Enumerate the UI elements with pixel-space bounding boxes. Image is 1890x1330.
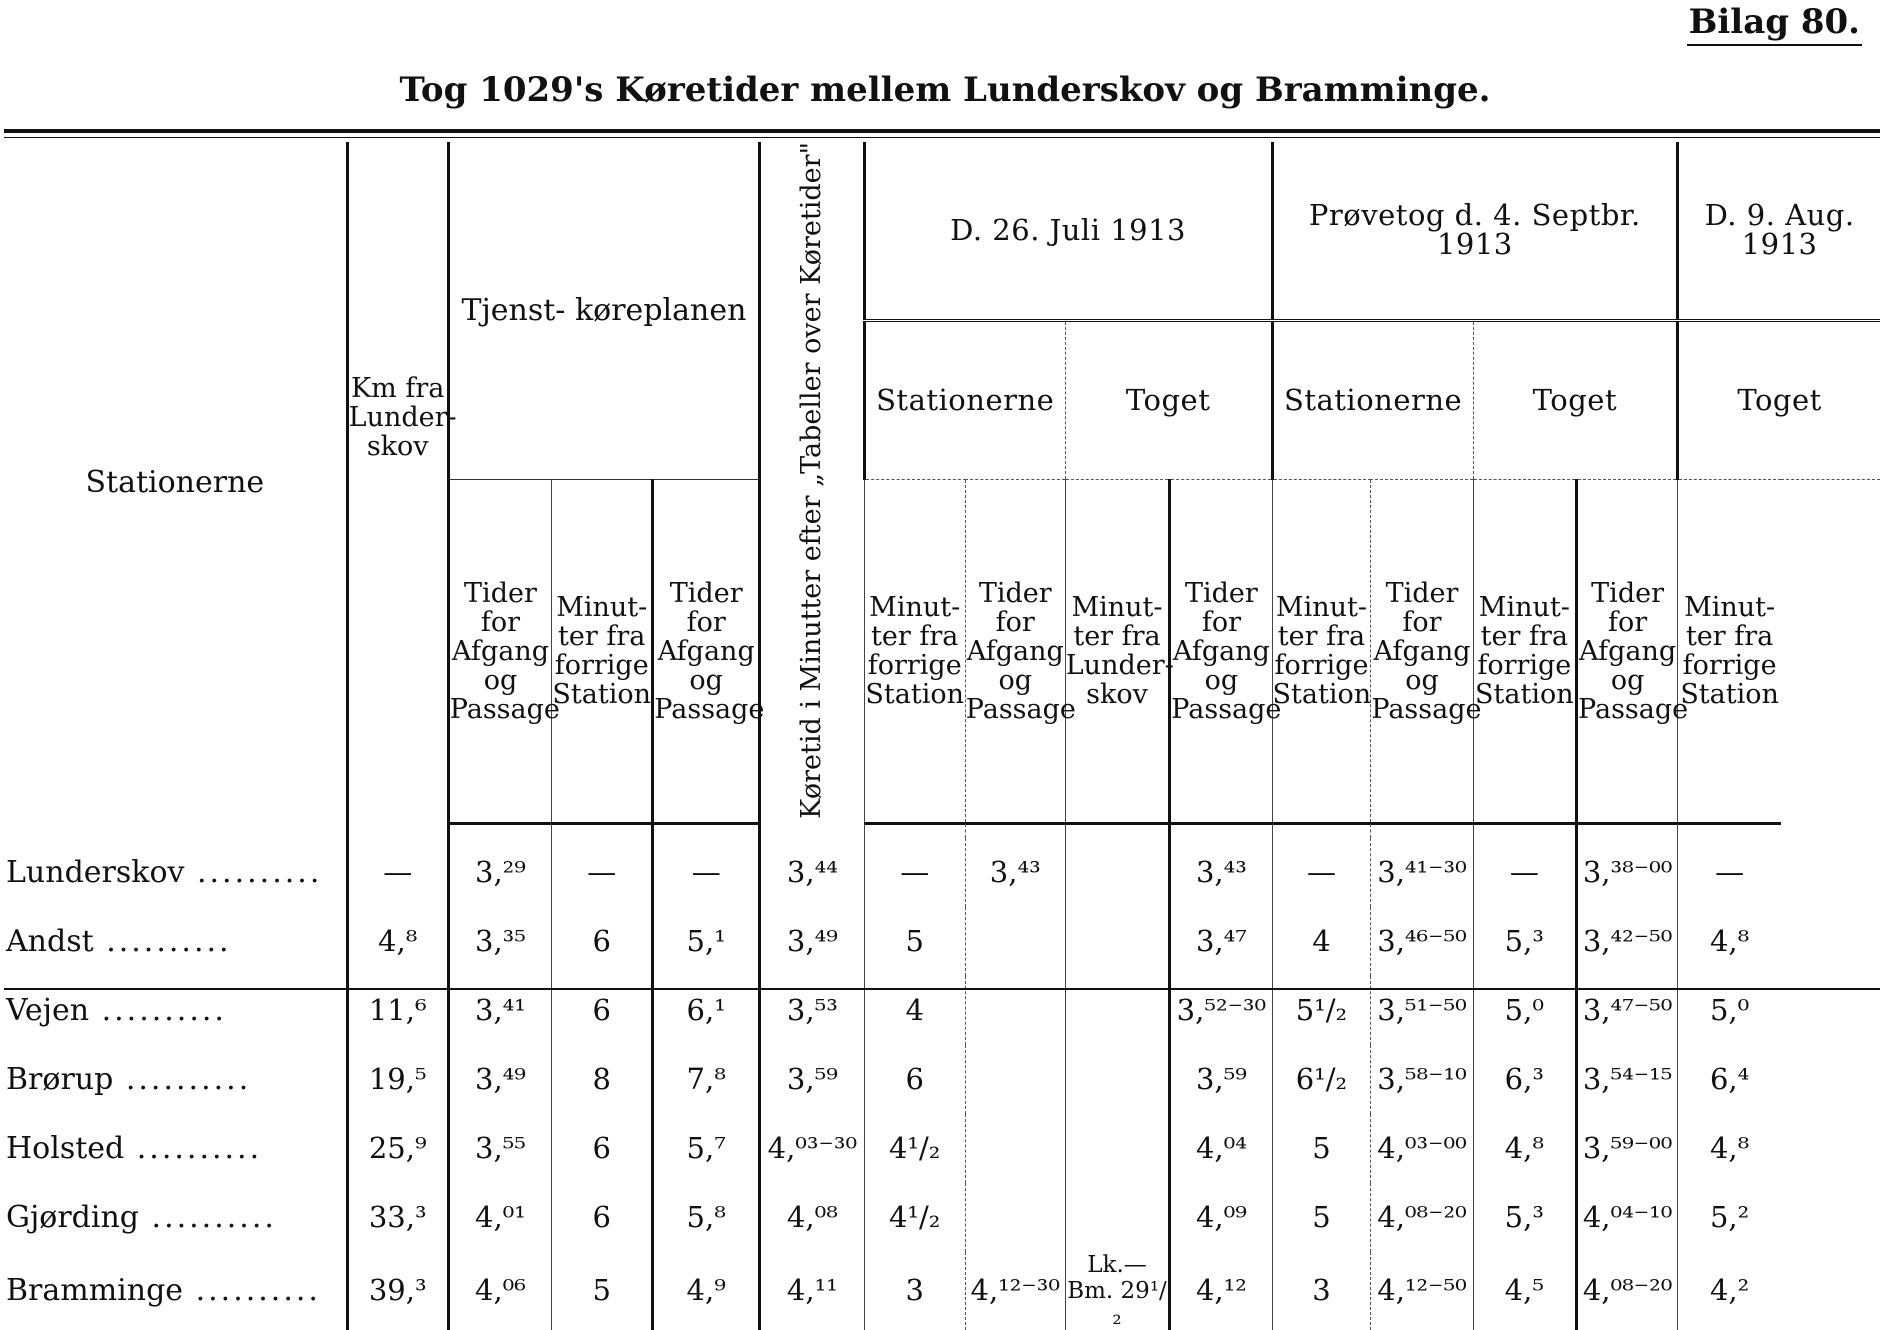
cell-s1-t: 4,⁰³⁻³⁰ xyxy=(760,1114,865,1183)
table-row xyxy=(4,1114,1880,1183)
subgroup-toget-1: Toget xyxy=(1065,320,1272,479)
cell-s2-m: 5 xyxy=(1272,1114,1371,1183)
table-row xyxy=(4,838,1880,907)
cell-t3-t: 3,⁵⁴⁻¹⁵ xyxy=(1577,1045,1678,1114)
subgroup-toget-3: Toget xyxy=(1678,320,1880,479)
cell-s2-m: 6¹/₂ xyxy=(1272,1045,1371,1114)
cell-km: 25,⁹ xyxy=(347,1114,448,1183)
page-title: Tog 1029's Køretider mellem Lunderskov og Bramminge. xyxy=(399,70,1491,110)
cell-tj-t: 3,⁵⁵ xyxy=(448,1114,551,1183)
top-rule-thick xyxy=(4,129,1880,133)
cell-t1-t: 3,⁴³ xyxy=(965,838,1065,907)
cell-t3-m: 4,⁸ xyxy=(1678,1114,1781,1183)
subgroup-stations-1: Stationerne xyxy=(864,320,1065,479)
cell-kt: 5,⁷ xyxy=(653,1114,760,1183)
cell-s1-m: 4¹/₂ xyxy=(864,1183,965,1252)
table-row xyxy=(4,1183,1880,1252)
cell-s1-t: 3,⁴⁴ xyxy=(760,838,865,907)
cell-tj-t: 4,⁰¹ xyxy=(448,1183,551,1252)
cell-s2-t: 3,⁵²⁻³⁰ xyxy=(1170,976,1272,1045)
cell-t1-t xyxy=(965,976,1065,1045)
cell-s2-t: 3,⁵⁹ xyxy=(1170,1045,1272,1114)
cell-s1-m: 4 xyxy=(864,976,965,1045)
col-s1-tider: Tider for Afgang og Passage xyxy=(653,479,760,823)
table-row xyxy=(4,907,1880,976)
cell-t3-t: 3,³⁸⁻⁰⁰ xyxy=(1577,838,1678,907)
group-header-proevetog: Prøvetog d. 4. Septbr. 1913 xyxy=(1272,142,1678,320)
col-t3-tider: Tider for Afgang og Passage xyxy=(1577,479,1678,823)
cell-s1-m: 4¹/₂ xyxy=(864,1114,965,1183)
cell-t3-m: — xyxy=(1678,838,1781,907)
cell-s1-t: 3,⁵⁹ xyxy=(760,1045,865,1114)
cell-t1-t xyxy=(965,1045,1065,1114)
cell-t3-m: 4,⁸ xyxy=(1678,907,1781,976)
table-row xyxy=(4,1045,1880,1114)
cell-tj-m: 6 xyxy=(552,1114,653,1183)
timetable xyxy=(4,142,1880,1330)
cell-tj-m: 5 xyxy=(552,1252,653,1330)
cell-tj-m: 6 xyxy=(552,1183,653,1252)
cell-t1-m xyxy=(1065,1183,1170,1252)
cell-s1-t: 4,¹¹ xyxy=(760,1252,865,1330)
cell-t3-t: 3,⁴²⁻⁵⁰ xyxy=(1577,907,1678,976)
station-name: Brørup .......... xyxy=(6,1061,252,1097)
cell-t1-t xyxy=(965,1183,1065,1252)
cell-t1-m xyxy=(1065,907,1170,976)
station-name: Holsted .......... xyxy=(6,1130,263,1166)
appendix-label: Bilag 80. xyxy=(1687,0,1862,46)
cell-t1-m xyxy=(1065,976,1170,1045)
cell-t3-t: 4,⁰⁴⁻¹⁰ xyxy=(1577,1183,1678,1252)
col-s1-min: Minut- ter fra forrige Station xyxy=(864,479,965,823)
cell-tj-t: 3,⁴¹ xyxy=(448,976,551,1045)
cell-s2-t: 3,⁴⁷ xyxy=(1170,907,1272,976)
cell-tj-m: — xyxy=(552,838,653,907)
col-header-stations: Stationerne xyxy=(85,465,265,501)
cell-t2-t: 3,⁵¹⁻⁵⁰ xyxy=(1371,976,1473,1045)
col-t2-tider: Tider for Afgang og Passage xyxy=(1371,479,1473,823)
col-t2-min: Minut- ter fra forrige Station xyxy=(1473,479,1576,823)
col-t1-min: Minut- ter fra Lunder- skov xyxy=(1065,479,1170,823)
cell-t2-m: 5,³ xyxy=(1473,907,1576,976)
cell-s2-m: 5¹/₂ xyxy=(1272,976,1371,1045)
table-row xyxy=(4,976,1880,1045)
station-name: Bramminge .......... xyxy=(6,1273,321,1309)
cell-s1-m: 3 xyxy=(864,1252,965,1330)
cell-kt: 7,⁸ xyxy=(653,1045,760,1114)
cell-tj-m: 6 xyxy=(552,976,653,1045)
cell-km: 33,³ xyxy=(347,1183,448,1252)
cell-s1-t: 3,⁵³ xyxy=(760,976,865,1045)
cell-s2-t: 4,⁰⁴ xyxy=(1170,1114,1272,1183)
cell-t2-m: 4,⁸ xyxy=(1473,1114,1576,1183)
cell-t2-m: 5,³ xyxy=(1473,1183,1576,1252)
group-header-26-juli: D. 26. Juli 1913 xyxy=(864,142,1272,320)
cell-tj-m: 8 xyxy=(552,1045,653,1114)
cell-km: 4,⁸ xyxy=(347,907,448,976)
cell-t3-m: 5,² xyxy=(1678,1183,1781,1252)
station-name: Vejen .......... xyxy=(6,992,227,1028)
cell-kt: 6,¹ xyxy=(653,976,760,1045)
cell-kt: 4,⁹ xyxy=(653,1252,760,1330)
cell-t2-t: 3,⁴¹⁻³⁰ xyxy=(1371,838,1473,907)
col-header-koeretid: Køretid i Minutter efter „Tabeller over Køretider" xyxy=(760,142,865,824)
cell-kt: 5,¹ xyxy=(653,907,760,976)
cell-t2-t: 3,⁴⁶⁻⁵⁰ xyxy=(1371,907,1473,976)
cell-s2-m: — xyxy=(1272,838,1371,907)
cell-km: 19,⁵ xyxy=(347,1045,448,1114)
cell-s2-t: 4,⁰⁹ xyxy=(1170,1183,1272,1252)
station-name: Lunderskov .......... xyxy=(6,854,323,890)
cell-s2-m: 5 xyxy=(1272,1183,1371,1252)
cell-t2-t: 4,⁰⁸⁻²⁰ xyxy=(1371,1183,1473,1252)
cell-km: 11,⁶ xyxy=(347,976,448,1045)
cell-kt: 5,⁸ xyxy=(653,1183,760,1252)
col-t1-tider: Tider for Afgang og Passage xyxy=(965,479,1065,823)
group-header-9-aug: D. 9. Aug. 1913 xyxy=(1678,142,1880,320)
cell-s1-m: 6 xyxy=(864,1045,965,1114)
col-t3-min: Minut- ter fra forrige Station xyxy=(1678,479,1781,823)
col-header-tjenstekoereplanen: Tjenst- køreplanen xyxy=(448,142,759,479)
col-tj-min: Minut- ter fra forrige Station xyxy=(552,479,653,823)
col-s2-min: Minut- ter fra forrige Station xyxy=(1272,479,1371,823)
cell-s2-t: 4,¹² xyxy=(1170,1252,1272,1330)
cell-t2-m: 6,³ xyxy=(1473,1045,1576,1114)
cell-tj-t: 3,²⁹ xyxy=(448,838,551,907)
cell-tj-t: 3,⁴⁹ xyxy=(448,1045,551,1114)
table-row xyxy=(4,1252,1880,1330)
cell-kt: — xyxy=(653,838,760,907)
cell-t3-t: 4,⁰⁸⁻²⁰ xyxy=(1577,1252,1678,1330)
cell-t2-m: 4,⁵ xyxy=(1473,1252,1576,1330)
cell-s1-t: 3,⁴⁹ xyxy=(760,907,865,976)
cell-t2-m: — xyxy=(1473,838,1576,907)
cell-s1-m: 5 xyxy=(864,907,965,976)
cell-t1-m xyxy=(1065,1114,1170,1183)
top-rule-thin xyxy=(4,137,1880,138)
cell-t1-t: 4,¹²⁻³⁰ xyxy=(965,1252,1065,1330)
col-s2-tider: Tider for Afgang og Passage xyxy=(1170,479,1272,823)
col-header-km: Km fra Lunder- skov xyxy=(347,142,448,824)
cell-s2-m: 3 xyxy=(1272,1252,1371,1330)
cell-tj-t: 4,⁰⁶ xyxy=(448,1252,551,1330)
cell-t1-t xyxy=(965,1114,1065,1183)
cell-s1-m: — xyxy=(864,838,965,907)
cell-tj-m: 6 xyxy=(552,907,653,976)
cell-t3-m: 4,² xyxy=(1678,1252,1781,1330)
cell-t2-t: 3,⁵⁸⁻¹⁰ xyxy=(1371,1045,1473,1114)
cell-s1-t: 4,⁰⁸ xyxy=(760,1183,865,1252)
cell-t1-m: Lk.—Bm. 29¹/₂ xyxy=(1065,1252,1170,1330)
subgroup-stations-2: Stationerne xyxy=(1272,320,1473,479)
cell-t2-t: 4,¹²⁻⁵⁰ xyxy=(1371,1252,1473,1330)
cell-t3-t: 3,⁴⁷⁻⁵⁰ xyxy=(1577,976,1678,1045)
station-name: Gjørding .......... xyxy=(6,1199,277,1235)
cell-t3-m: 5,⁰ xyxy=(1678,976,1781,1045)
cell-tj-t: 3,³⁵ xyxy=(448,907,551,976)
cell-t3-m: 6,⁴ xyxy=(1678,1045,1781,1114)
cell-t3-t: 3,⁵⁹⁻⁰⁰ xyxy=(1577,1114,1678,1183)
cell-t2-m: 5,⁰ xyxy=(1473,976,1576,1045)
subgroup-toget-2: Toget xyxy=(1473,320,1678,479)
cell-s2-t: 3,⁴³ xyxy=(1170,838,1272,907)
col-tj-tider: Tider for Afgang og Passage xyxy=(448,479,551,823)
cell-t1-m xyxy=(1065,838,1170,907)
cell-km: 39,³ xyxy=(347,1252,448,1330)
station-name: Andst .......... xyxy=(6,923,232,959)
cell-km: — xyxy=(347,838,448,907)
cell-t1-t xyxy=(965,907,1065,976)
cell-t2-t: 4,⁰³⁻⁰⁰ xyxy=(1371,1114,1473,1183)
cell-t1-m xyxy=(1065,1045,1170,1114)
cell-s2-m: 4 xyxy=(1272,907,1371,976)
